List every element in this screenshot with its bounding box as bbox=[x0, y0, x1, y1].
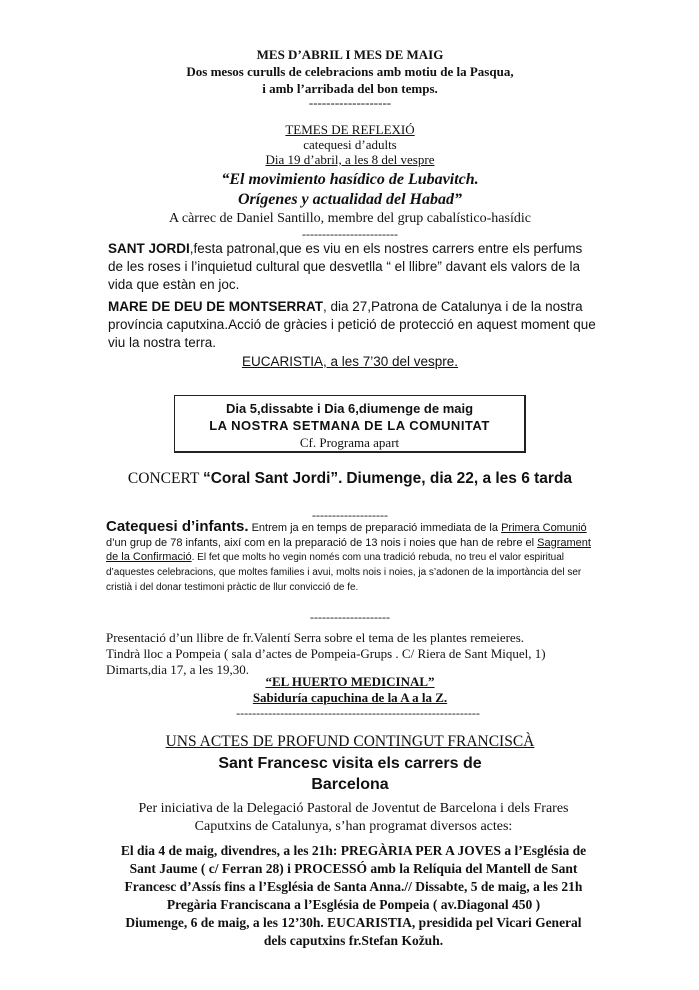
montserrat-head: MARE DE DEU DE MONTSERRAT bbox=[108, 299, 324, 314]
montserrat-paragraph bbox=[108, 298, 598, 352]
temes-block bbox=[150, 122, 550, 167]
setmana-note: Cf. Programa apart bbox=[299, 435, 400, 450]
programa-line-2: Sant Jaume ( c/ Ferran 28) i PROCESSÓ amb la Relíquia del Mantell de Sant bbox=[129, 861, 578, 876]
iniciativa-line-2: Caputxins de Catalunya, s’han programat diversos actes: bbox=[194, 819, 513, 834]
huerto-subtitle: Sabiduría capuchina de la A a la Z. bbox=[252, 690, 448, 705]
temes-date: Dia 19 d’abril, a les 8 del vespre bbox=[265, 152, 435, 167]
header-block bbox=[140, 46, 560, 108]
actes-title: UNS ACTES DE PROFUND CONTINGUT FRANCISCÀ bbox=[165, 733, 535, 750]
iniciativa-block bbox=[106, 800, 601, 836]
header-line-1: Dos mesos curulls de celebracions amb motiu de la Pasqua, bbox=[186, 64, 514, 79]
confirmacio-text: Sagrament de la Confirmació bbox=[106, 536, 591, 563]
separator: ------------------------ bbox=[302, 227, 398, 241]
separator: ------------------- bbox=[312, 508, 388, 522]
montserrat-text: , dia 27,Patrona de Catalunya i de la nostra província caputxina.Acció de gràcies i petició de protecció en aquest moment que viu la nostra terra. bbox=[108, 299, 596, 350]
programa-line-6: dels caputxins fr.Stefan Kožuh. bbox=[263, 933, 444, 948]
llibre-line-3: Dimarts,dia 17, a les 19,30. bbox=[106, 662, 249, 677]
sant-jordi-text: ,festa patronal,que es viu en els nostres carrers entre els perfums de les roses i l’inquietud cultural que desvetlla “ el llibre” davant els valors de la vida que estàn en joc. bbox=[108, 241, 583, 292]
catequesi-text-1: Entrem ja en temps de preparació immediata de la bbox=[251, 522, 498, 534]
conference-block bbox=[100, 170, 600, 228]
separator: ------------------- bbox=[308, 95, 392, 110]
primera-comunio-text: Primera Comunió bbox=[501, 522, 587, 534]
conference-title-line-1: “El movimiento hasídico de Lubavitch. bbox=[221, 171, 479, 188]
programa-line-5: Diumenge, 6 de maig, a les 12’30h. EUCARISTIA, presidida pel Vicari General bbox=[125, 915, 582, 930]
francesc-title-line-2: Barcelona bbox=[311, 776, 389, 793]
francesc-title-line-1: Sant Francesc visita els carrers de bbox=[218, 755, 482, 772]
header-title: MES D’ABRIL I MES DE MAIG bbox=[256, 47, 444, 62]
huerto-title: “EL HUERTO MEDICINAL” bbox=[265, 674, 435, 689]
concert-name: “Coral Sant Jordi”. bbox=[202, 470, 343, 487]
sant-jordi-paragraph bbox=[108, 240, 598, 294]
header-line-2: i amb l’arribada del bon temps. bbox=[262, 81, 438, 96]
catequesi-paragraph bbox=[106, 520, 601, 595]
llibre-block bbox=[106, 630, 601, 678]
francesc-title bbox=[100, 753, 600, 795]
catequesi-text-2: d’un grup de 78 infants, així com en la preparació de 13 nois i noies que han de rebre el bbox=[106, 536, 535, 549]
programa-block bbox=[106, 842, 601, 950]
temes-title: TEMES DE REFLEXIÓ bbox=[285, 122, 415, 137]
conference-speaker: A càrrec de Daniel Santillo, membre del grup cabalístico-hasídic bbox=[169, 211, 531, 226]
separator: ------------------------------------------------------------- bbox=[236, 706, 480, 720]
sant-jordi-head: SANT JORDI bbox=[108, 241, 190, 256]
concert-line bbox=[100, 470, 600, 488]
catequesi-text-3: . El fet que molts ho vegin només com una tradició rebuda, no treu el valor espiritual d’aquestes celebracions, que moltes families i avui, molts nois i noies, ja s’adonen de la importància del ser cristià i del donar testimoni pràctic de llur convicció de fe. bbox=[106, 552, 582, 593]
programa-line-1: El dia 4 de maig, divendres, a les 21h: PREGÀRIA PER A JOVES a l’Església de bbox=[120, 843, 587, 858]
iniciativa-line-1: Per iniciativa de la Delegació Pastoral de Joventut de Barcelona i dels Frares bbox=[138, 801, 569, 816]
separator: -------------------- bbox=[310, 610, 390, 624]
programa-line-3: Francesc d’Assís fins a l’Església de Santa Anna.// Dissabte, 5 de maig, a les 21h bbox=[124, 879, 583, 894]
setmana-box bbox=[174, 395, 526, 453]
concert-label: CONCERT bbox=[127, 470, 200, 487]
llibre-line-2: Tindrà lloc a Pompeia ( sala d’actes de Pompeia-Grups . C/ Riera de Sant Miquel, 1) bbox=[106, 646, 546, 661]
conference-title-line-2: Orígenes y actualidad del Habad” bbox=[238, 191, 462, 208]
eucaristia-line: EUCARISTIA, a les 7’30 del vespre. bbox=[241, 354, 459, 369]
setmana-title: LA NOSTRA SETMANA DE LA COMUNITAT bbox=[209, 418, 490, 433]
catequesi-head: Catequesi d’infants. bbox=[106, 518, 249, 535]
llibre-line-1: Presentació d’un llibre de fr.Valentí Serra sobre el tema de les plantes remeieres. bbox=[106, 630, 525, 645]
concert-when: Diumenge, dia 22, a les 6 tarda bbox=[346, 470, 573, 487]
programa-line-4: Pregària Franciscana a l’Església de Pompeia ( av.Diagonal 450 ) bbox=[166, 897, 541, 912]
temes-subtitle: catequesi d’adults bbox=[303, 137, 397, 152]
setmana-dates: Dia 5,dissabte i Dia 6,diumenge de maig bbox=[225, 401, 474, 416]
huerto-block bbox=[150, 674, 550, 706]
